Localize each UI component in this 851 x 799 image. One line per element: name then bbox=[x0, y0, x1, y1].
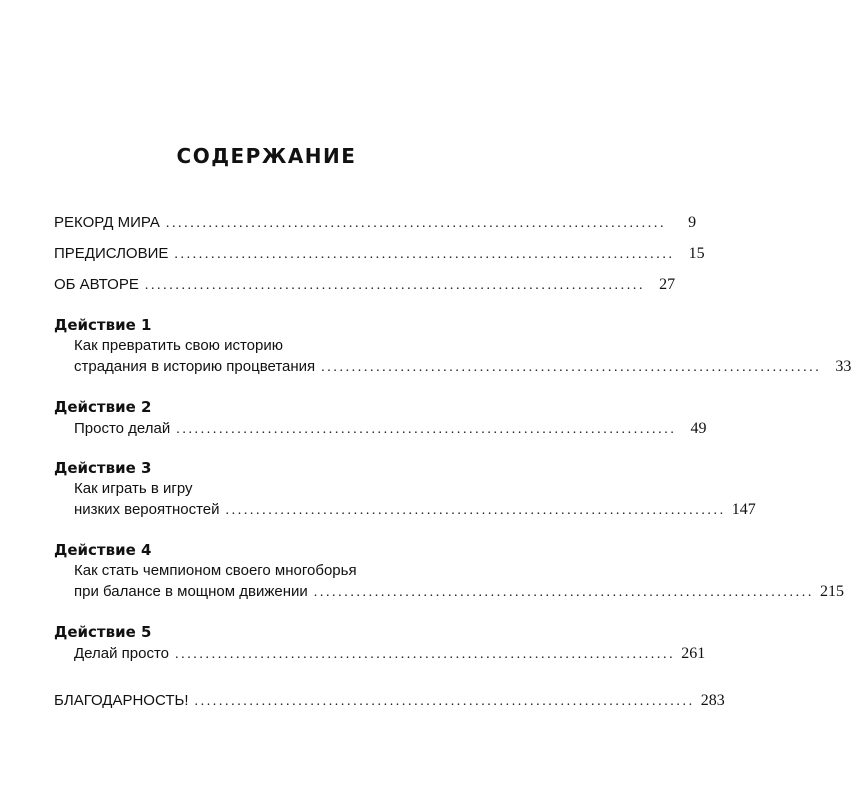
toc-entry-label: БЛАГОДАРНОСТЬ! bbox=[54, 692, 189, 709]
dot-leader: .................................................................................. bbox=[313, 585, 814, 600]
page-title: СОДЕРЖАНИЕ bbox=[176, 144, 357, 168]
toc-entry-label: Просто делай bbox=[74, 420, 171, 437]
act-5-heading: Действие 5 bbox=[54, 623, 152, 641]
dot-leader: .................................................................................. bbox=[321, 360, 822, 375]
act-3-heading: Действие 3 bbox=[54, 459, 152, 477]
dot-leader: .................................................................................. bbox=[225, 503, 726, 518]
page-number: 27 bbox=[659, 276, 676, 293]
page-number: 15 bbox=[688, 245, 705, 262]
dot-leader: .................................................................................. bbox=[194, 694, 695, 709]
dot-leader: .................................................................................. bbox=[144, 278, 646, 293]
act-1-subtitle-line: Как превратить свою историю bbox=[74, 337, 283, 354]
dot-leader: .................................................................................. bbox=[176, 422, 677, 437]
toc-entry-label: РЕКОРД МИРА bbox=[54, 214, 160, 231]
toc-entry-label: при балансе в мощном движении bbox=[74, 583, 308, 600]
dot-leader: .................................................................................. bbox=[165, 216, 667, 231]
toc-entry-preface[interactable] bbox=[54, 243, 705, 265]
page-number: 261 bbox=[681, 645, 706, 662]
page-number: 215 bbox=[819, 583, 844, 600]
act-2-heading: Действие 2 bbox=[54, 398, 152, 416]
toc-entry-act-1[interactable] bbox=[74, 356, 851, 378]
page-number: 9 bbox=[688, 214, 697, 231]
toc-entry-act-4[interactable] bbox=[74, 581, 844, 603]
toc-entry-act-2[interactable] bbox=[74, 418, 707, 440]
toc-entry-label: ПРЕДИСЛОВИЕ bbox=[54, 245, 169, 262]
act-1-heading: Действие 1 bbox=[54, 316, 152, 334]
toc-entry-world-record[interactable] bbox=[54, 212, 697, 234]
act-4-subtitle-line: Как стать чемпионом своего многоборья bbox=[74, 562, 357, 579]
dot-leader: .................................................................................. bbox=[175, 647, 676, 662]
act-4-heading: Действие 4 bbox=[54, 541, 152, 559]
toc-entry-label: низких вероятностей bbox=[74, 501, 220, 518]
toc-entry-label: страдания в историю процветания bbox=[74, 358, 316, 375]
toc-entry-act-3[interactable] bbox=[74, 499, 756, 521]
toc-entry-about-author[interactable] bbox=[54, 274, 676, 296]
toc-entry-act-5[interactable] bbox=[74, 643, 706, 665]
toc-entry-acknowledgements[interactable] bbox=[54, 690, 725, 712]
toc-entry-label: ОБ АВТОРЕ bbox=[54, 276, 139, 293]
act-3-subtitle-line: Как играть в игру bbox=[74, 480, 193, 497]
page-number: 33 bbox=[835, 358, 851, 375]
page-number: 283 bbox=[700, 692, 725, 709]
page-number: 49 bbox=[690, 420, 707, 437]
toc-entry-label: Делай просто bbox=[74, 645, 169, 662]
dot-leader: .................................................................................. bbox=[174, 247, 675, 262]
page-number: 147 bbox=[731, 501, 756, 518]
